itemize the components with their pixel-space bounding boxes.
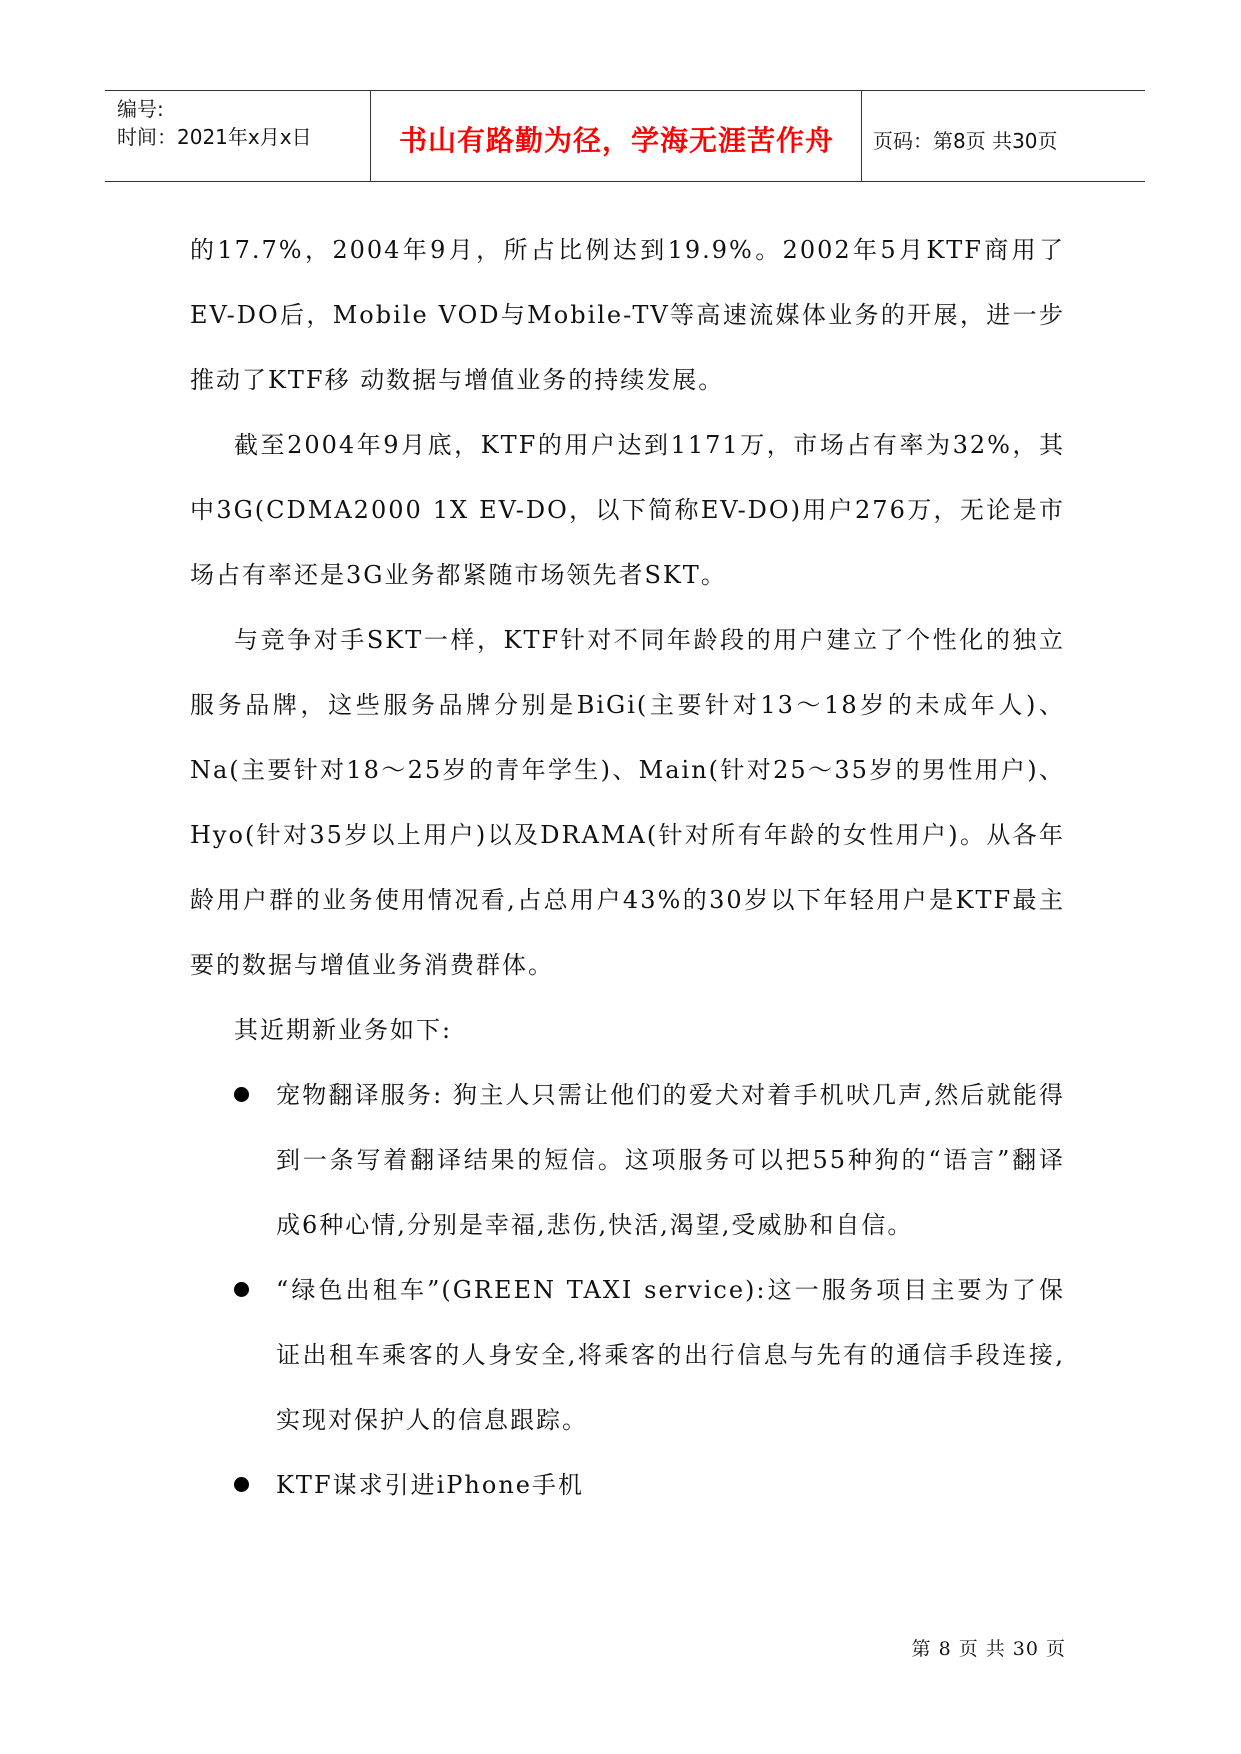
- list-item: [190, 1453, 1065, 1518]
- bullet-icon: [234, 1282, 249, 1297]
- document-time-label: 时间：2021年x月x日: [117, 125, 312, 149]
- header-motto: 书山有路勤为径，学海无涯苦作舟: [398, 124, 834, 157]
- header-meta: [117, 95, 362, 151]
- header-page-code: 页码：第8页 共30页: [873, 129, 1058, 153]
- bullet-list: [190, 1063, 1065, 1518]
- header-divider: [861, 91, 862, 181]
- list-item: [190, 1063, 1065, 1258]
- page-footer: 第 8 页 共 30 页: [911, 1638, 1066, 1660]
- paragraph: 与竞争对手SKT一样，KTF针对不同年龄段的用户建立了个性化的独立服务品牌，这些服务品牌分别是BiGi(主要针对13～18岁的未成年人)、Na(主要针对18～25岁的青年学生)、Main(针对25～35岁的男性用户)、Hyo(针对35岁以上用户)以及DRAMA(针对所有年龄的女性用户)。从各年龄用户群的业务使用情况看,占总用户43%的30岁以下年轻用户是KTF最主要的数据与增值业务消费群体。: [190, 626, 1065, 979]
- list-item-text: 宠物翻译服务: 狗主人只需让他们的爱犬对着手机吠几声,然后就能得到一条写着翻译结果的短信。这项服务可以把55种狗的“语言”翻译成6种心情,分别是幸福,悲伤,快活,渴望,受威胁和自信。: [276, 1081, 1065, 1239]
- page-header: [105, 90, 1145, 182]
- paragraph: 的17.7%，2004年9月，所占比例达到19.9%。2002年5月KTF商用了EV-DO后，Mobile VOD与Mobile-TV等高速流媒体业务的开展，进一步推动了KTF移 动数据与增值业务的持续发展。: [190, 236, 1065, 394]
- header-divider: [370, 91, 371, 181]
- paragraph: 其近期新业务如下:: [234, 1016, 453, 1044]
- list-item: [190, 1258, 1065, 1453]
- bullet-icon: [234, 1087, 249, 1102]
- list-item-text: “绿色出租车”(GREEN TAXI service):这一服务项目主要为了保证出租车乘客的人身安全,将乘客的出行信息与先有的通信手段连接,实现对保护人的信息跟踪。: [276, 1276, 1065, 1434]
- list-item-text: KTF谋求引进iPhone手机: [276, 1471, 584, 1499]
- document-body: [190, 218, 1065, 1518]
- document-number-label: 编号:: [117, 97, 164, 121]
- bullet-icon: [234, 1477, 249, 1492]
- paragraph: 截至2004年9月底，KTF的用户达到1171万，市场占有率为32%，其中3G(CDMA2000 1X EV-DO，以下简称EV-DO)用户276万，无论是市场占有率还是3G业务都紧随市场领先者SKT。: [190, 431, 1065, 589]
